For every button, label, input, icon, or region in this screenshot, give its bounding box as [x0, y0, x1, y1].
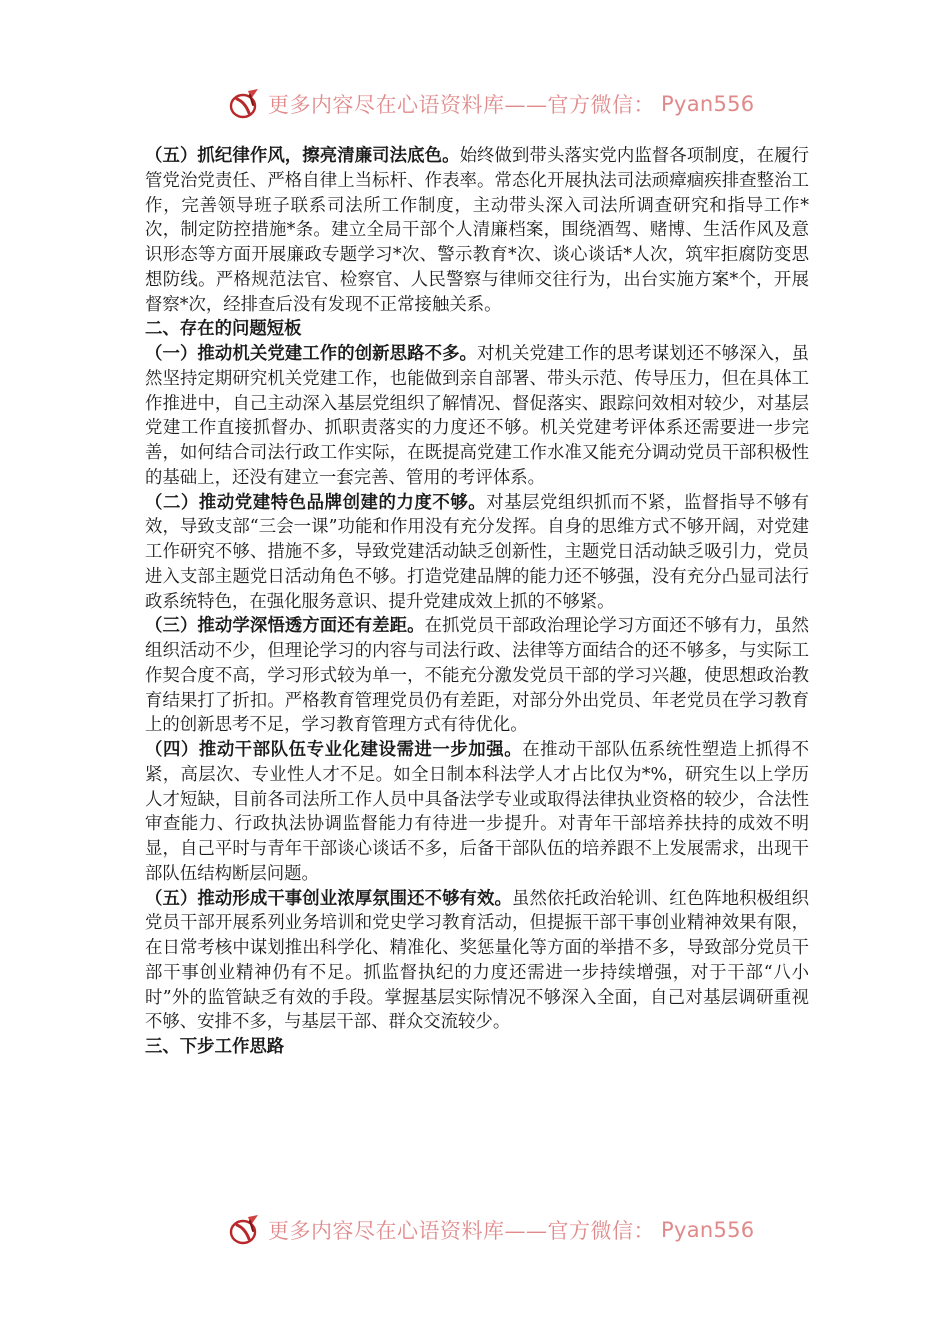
watermark-footer — [228, 1212, 754, 1248]
problem-item-1 — [145, 342, 809, 491]
problem-text: 对机关党建工作的思考谋划还不够深入，虽然坚持定期研究机关党建工作，也能做到亲自部署、带头示范、传导压力，但在具体工作推进中，自己主动深入基层党组织了解情况、督促落实、跟踪问效相对较少，对基层党建工作直接抓督办、抓职责落实的力度还不够。机关党建考评体系还需要进一步完善，如何结合司法行政工作实际，在既提高党建工作水准又能充分调动党员干部积极性的基础上，还没有建立一套完善、管用的考评体系。 — [145, 344, 809, 488]
watermark-header — [228, 86, 754, 122]
problem-title: （三）推动学深悟透方面还有差距。 — [145, 616, 425, 637]
watermark-text: 更多内容尽在心语资料库——官方微信： — [268, 93, 655, 117]
watermark-text: 更多内容尽在心语资料库——官方微信： — [268, 1219, 655, 1243]
problem-text: 在推动干部队伍系统性塑造上抓得不紧，高层次、专业性人才不足。如全日制本科法学人才占比仅为*%，研究生以上学历人才短缺，目前各司法所工作人员中具备法学专业或取得法律执业资格的较少，合法性审查能力、行政执法协调监督能力有待进一步提升。对青年干部培养扶持的成效不明显，自己平时与青年干部谈心谈话不多，后备干部队伍的培养跟不上发展需求，出现干部队伍结构断层问题。 — [145, 740, 809, 884]
brush-logo-icon — [228, 1213, 262, 1247]
problem-text: 对基层党组织抓而不紧，监督指导不够有效，导致支部“三会一课”功能和作用没有充分发挥。自身的思维方式不够开阔，对党建工作研究不够、措施不多，导致党建活动缺乏创新性，主题党日活动缺乏吸引力，党员进入支部主题党日活动角色不够。打造党建品牌的能力还不够强，没有充分凸显司法行政系统特色，在强化服务意识、提升党建成效上抓的不够紧。 — [145, 492, 809, 612]
brush-logo-icon — [228, 87, 262, 121]
problem-item-3 — [145, 614, 809, 738]
problem-item-4 — [145, 738, 809, 887]
problem-title: （四）推动干部队伍专业化建设需进一步加强。 — [145, 740, 523, 760]
paragraph-title: （五）抓纪律作风，擦亮清廉司法底色。 — [145, 146, 460, 166]
problem-title: （一）推动机关党建工作的创新思路不多。 — [145, 344, 478, 364]
problem-item-5 — [145, 887, 809, 1036]
watermark-wechat-id: Pyan556 — [661, 92, 755, 116]
section-heading-next-steps: 三、下步工作思路 — [145, 1037, 285, 1057]
problem-title: （二）推动党建特色品牌创建的力度不够。 — [145, 492, 487, 513]
paragraph-text: 始终做到带头落实党内监督各项制度，在履行管党治党责任、严格自律上当标杆、作表率。常态化开展执法司法顽瘴痼疾排查整治工作，完善领导班子联系司法所工作制度，主动带头深入司法所调查研究和指导工作*次，制定防控措施*条。建立全局干部个人清廉档案，围绕酒驾、赌博、生活作风及意识形态等方面开展廉政专题学习*次、警示教育*次、谈心谈话*人次，筑牢拒腐防变思想防线。严格规范法官、检察官、人民警察与律师交往行为，出台实施方案*个，开展督察*次，经排查后没有发现不正常接触关系。 — [145, 146, 809, 315]
problem-title: （五）推动形成干事创业浓厚氛围还不够有效。 — [145, 888, 512, 909]
watermark-wechat-id: Pyan556 — [661, 1218, 755, 1242]
section-heading-problems: 二、存在的问题短板 — [145, 319, 302, 340]
problem-item-2 — [145, 491, 809, 615]
paragraph-discipline — [145, 144, 809, 317]
problem-text: 在抓党员干部政治理论学习方面还不够有力，虽然组织活动不少，但理论学习的内容与司法行政、法律等方面结合的还不够多，与实际工作契合度不高，学习形式较为单一，不能充分激发党员干部的学习兴趣，使思想政治教育结果打了折扣。严格教育管理党员仍有差距，对部分外出党员、年老党员在学习教育上的创新思考不足，学习教育管理方式有待优化。 — [145, 616, 809, 736]
problem-text: 虽然依托政治轮训、红色阵地积极组织党员干部开展系列业务培训和党史学习教育活动，但提振干部干事创业精神效果有限，在日常考核中谋划推出科学化、精准化、奖惩量化等方面的举措不多，导致部分党员干部干事创业精神仍有不足。抓监督执纪的力度还需进一步持续增强，对于干部“八小时”外的监管缺乏有效的手段。掌握基层实际情况不够深入全面，自己对基层调研重视不够、安排不多，与基层干部、群众交流较少。 — [145, 888, 809, 1033]
document-body — [145, 144, 809, 1060]
